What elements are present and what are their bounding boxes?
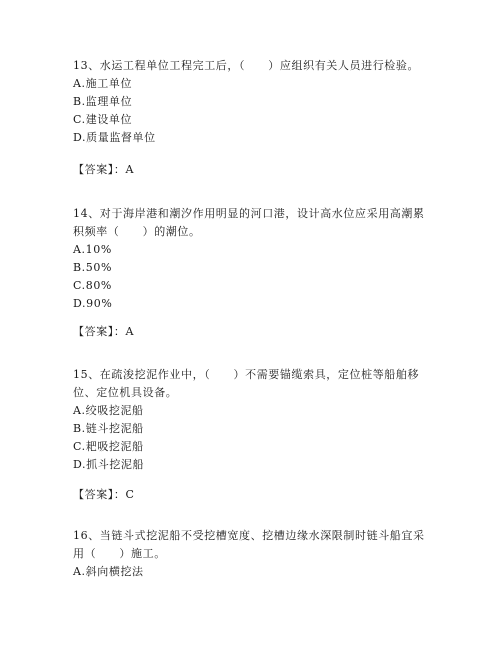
question-stem: 15、在疏浚挖泥作业中，（ ）不需要锚缆索具，定位桩等船舶移位、定位机具设备。 [73, 368, 420, 399]
option-d: D.抓斗挖泥船 [73, 458, 145, 471]
option-a: A.施工单位 [73, 77, 133, 90]
question-14 [73, 205, 433, 313]
answer-15: 【答案】：C [73, 488, 135, 501]
question-stem: 16、当链斗式挖泥船不受挖槽宽度、挖槽边缘水深限制时链斗船宜采用（ ）施工。 [73, 529, 425, 560]
option-a: A.斜向横挖法 [73, 565, 144, 578]
question-stem: 13、水运工程单位工程完工后，（ ）应组织有关人员进行检验。 [73, 59, 420, 72]
option-list [73, 241, 433, 313]
option-list [73, 563, 433, 581]
option-a: A.绞吸挖泥船 [73, 404, 144, 417]
option-c: C.耙吸挖泥船 [73, 440, 144, 453]
question-13 [73, 57, 433, 147]
option-c: C.建设单位 [73, 113, 133, 126]
answer-13: 【答案】：A [73, 163, 135, 176]
option-c: C.80% [73, 279, 112, 292]
question-16 [73, 527, 433, 581]
option-list [73, 75, 433, 147]
option-d: D.质量监督单位 [73, 131, 156, 144]
option-a: A.10% [73, 243, 112, 256]
answer-14: 【答案】：A [73, 325, 135, 338]
option-list [73, 402, 433, 474]
option-b: B.链斗挖泥船 [73, 422, 144, 435]
option-b: B.50% [73, 261, 113, 274]
option-d: D.90% [73, 297, 113, 310]
question-15 [73, 366, 433, 474]
question-stem: 14、对于海岸港和潮汐作用明显的河口港，设计高水位应采用高潮累积频率（ ）的潮位。 [73, 207, 425, 238]
option-b: B.监理单位 [73, 95, 133, 108]
